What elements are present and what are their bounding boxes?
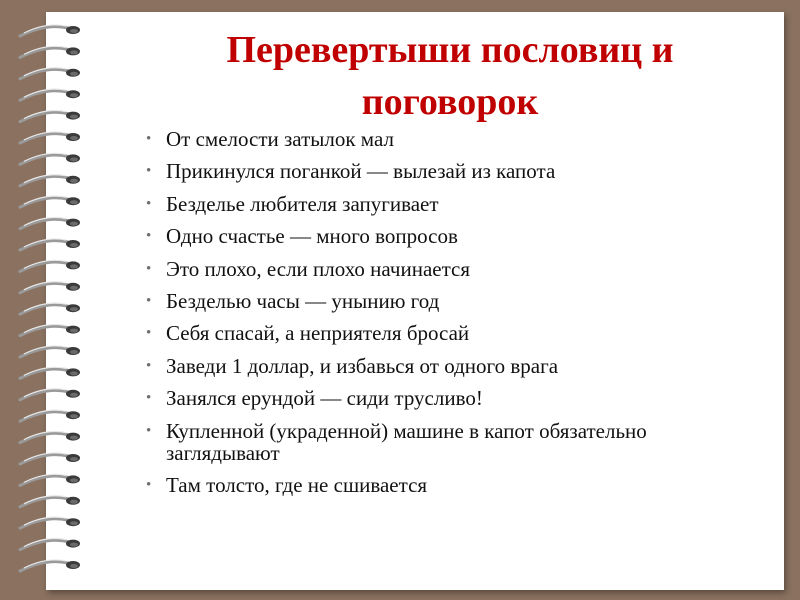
spiral-ring — [20, 367, 80, 378]
spiral-ring — [20, 196, 80, 207]
spiral-ring — [20, 432, 80, 443]
list-item — [140, 258, 740, 280]
spiral-ring — [20, 346, 80, 357]
list-item — [140, 160, 740, 182]
bullet-icon: • — [146, 131, 152, 147]
slide-title: Перевертыши пословиц и поговорок — [226, 29, 674, 123]
list-item-text: Занялся ерундой — сиди трусливо! — [166, 386, 483, 411]
spiral-ring — [20, 89, 80, 100]
spiral-ring — [20, 453, 80, 464]
list-item — [140, 128, 740, 150]
bullet-icon: • — [146, 422, 152, 439]
list-item — [140, 355, 740, 377]
spiral-ring — [20, 539, 80, 550]
list-item — [140, 420, 740, 464]
spiral-ring — [20, 175, 80, 186]
bullet-icon: • — [146, 292, 152, 309]
list-item-text: От смелости затылок мал — [166, 127, 394, 151]
list-item-text: Безделью часы — унынию год — [166, 288, 440, 313]
list-item — [140, 322, 740, 344]
list-item-text: Прикинулся поганкой — вылезай из капота — [166, 159, 556, 184]
list-item-text: Купленной (украденной) машине в капот обязательно заглядывают — [166, 418, 647, 465]
list-item — [140, 387, 740, 409]
spiral-ring — [20, 303, 80, 314]
spiral-ring — [20, 410, 80, 421]
bullet-icon: • — [146, 325, 152, 342]
list-item — [140, 290, 740, 312]
spiral-ring — [20, 153, 80, 164]
spiral-ring — [20, 46, 80, 57]
spiral-ring — [20, 111, 80, 122]
bullet-icon: • — [146, 390, 152, 407]
list-item-text: Там толсто, где не сшивается — [166, 472, 428, 497]
list-item-text: Безделье любителя запугивает — [166, 191, 439, 216]
spiral-ring — [20, 389, 80, 400]
list-item-text: Одно счастье — много вопросов — [166, 224, 458, 249]
spiral-ring — [20, 325, 80, 336]
bullet-icon: • — [146, 476, 152, 493]
list-item-text: Это плохо, если плохо начинается — [166, 256, 470, 281]
list-item-text: Себя спасай, а неприятеля бросай — [166, 321, 470, 346]
spiral-ring — [20, 474, 80, 485]
bullet-icon: • — [146, 163, 152, 180]
spiral-ring — [20, 560, 80, 571]
bullet-icon: • — [146, 228, 152, 245]
spiral-ring — [20, 239, 80, 250]
spiral-ring — [20, 517, 80, 528]
spiral-ring — [20, 218, 80, 229]
spiral-ring — [20, 260, 80, 271]
list-item-text: Заведи 1 доллар, и избавься от одного врага — [166, 353, 559, 378]
bullet-icon: • — [146, 357, 152, 374]
spiral-ring — [20, 25, 80, 36]
list-item — [140, 225, 740, 247]
spiral-ring — [20, 132, 80, 143]
spiral-ring — [20, 68, 80, 79]
list-item — [140, 474, 740, 496]
bullet-icon: • — [146, 195, 152, 212]
spiral-ring — [20, 282, 80, 293]
bullet-icon: • — [146, 260, 152, 277]
spiral-ring — [20, 496, 80, 507]
proverb-list — [140, 128, 740, 506]
list-item — [140, 193, 740, 215]
spiral-binding-icon — [16, 16, 88, 584]
